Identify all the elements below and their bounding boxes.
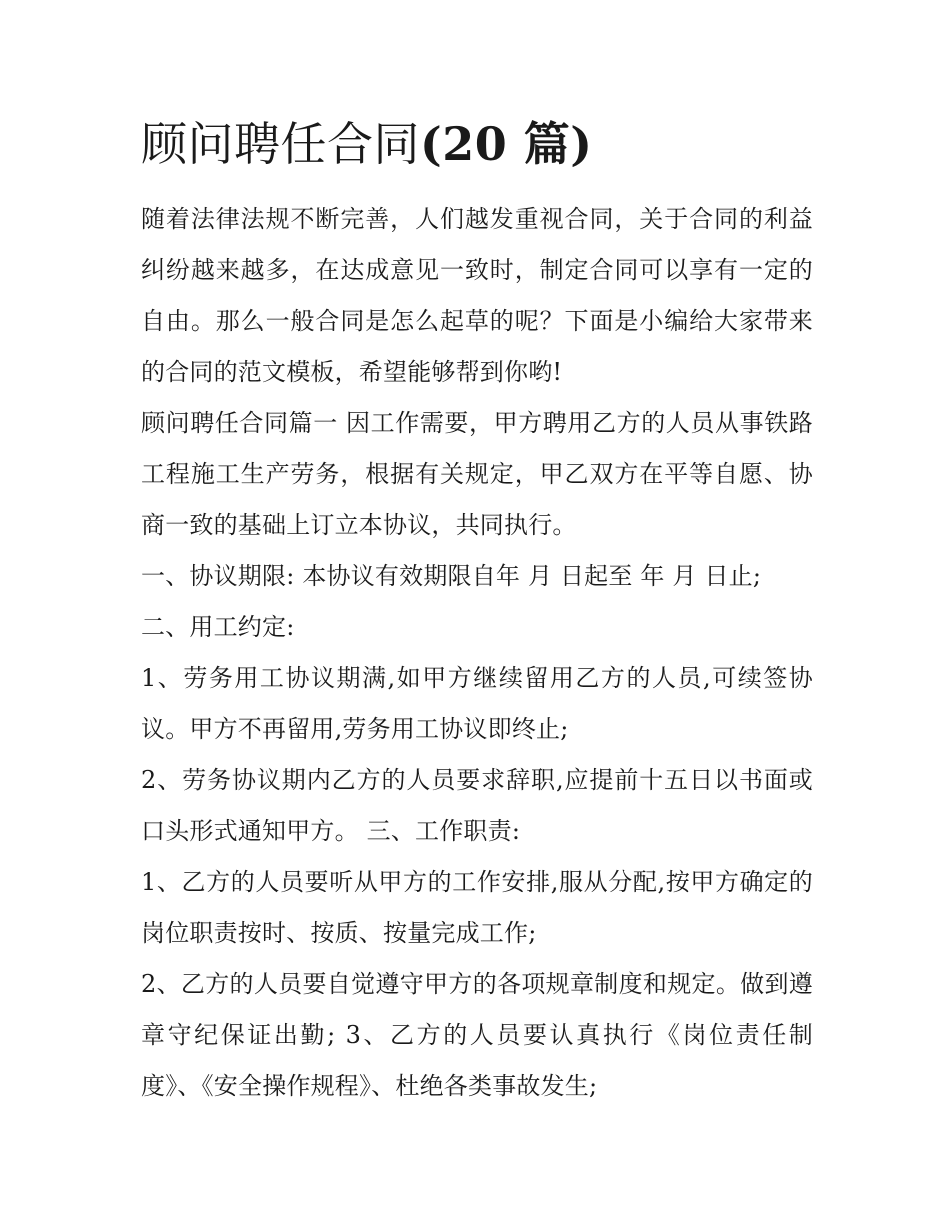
intro-paragraph: 随着法律法规不断完善，人们越发重视合同，关于合同的利益纠纷越来越多，在达成意见一致时，制定合同可以享有一定的自由。那么一般合同是怎么起草的呢？下面是小编给大家带来的合同的范文模板，希望能够帮到你哟! xyxy=(141,205,813,386)
clause-item: 2、乙方的人员要自觉遵守甲方的各项规章制度和规定。做到遵章守纪保证出勤; 3、乙方的人员要认真执行《岗位责任制度》、《安全操作规程》、杜绝各类事故发生; xyxy=(141,970,813,1100)
clause-item: 1、乙方的人员要听从甲方的工作安排,服从分配,按甲方确定的岗位职责按时、按质、按量完成工作; xyxy=(141,868,813,947)
document-page xyxy=(141,112,813,1112)
title-count: (20 篇) xyxy=(420,117,593,171)
contract-preamble: 顾问聘任合同篇一 因工作需要，甲方聘用乙方的人员从事铁路工程施工生产劳务，根据有关规定，甲乙双方在平等自愿、协商一致的基础上订立本协议，共同执行。 xyxy=(141,409,813,539)
clause-term: 一、协议期限: 本协议有效期限自年 月 日起至 年 月 日止; xyxy=(141,562,762,590)
clause-item: 2、劳务协议期内乙方的人员要求辞职,应提前十五日以书面或口头形式通知甲方。 三、工作职责: xyxy=(141,766,813,845)
title-main: 顾问聘任合同 xyxy=(141,117,420,171)
document-title xyxy=(141,112,813,176)
clause-item: 1、劳务用工协议期满,如甲方继续留用乙方的人员,可续签协议。甲方不再留用,劳务用工协议即终止; xyxy=(141,664,813,743)
clause-employment-heading: 二、用工约定: xyxy=(141,613,295,641)
